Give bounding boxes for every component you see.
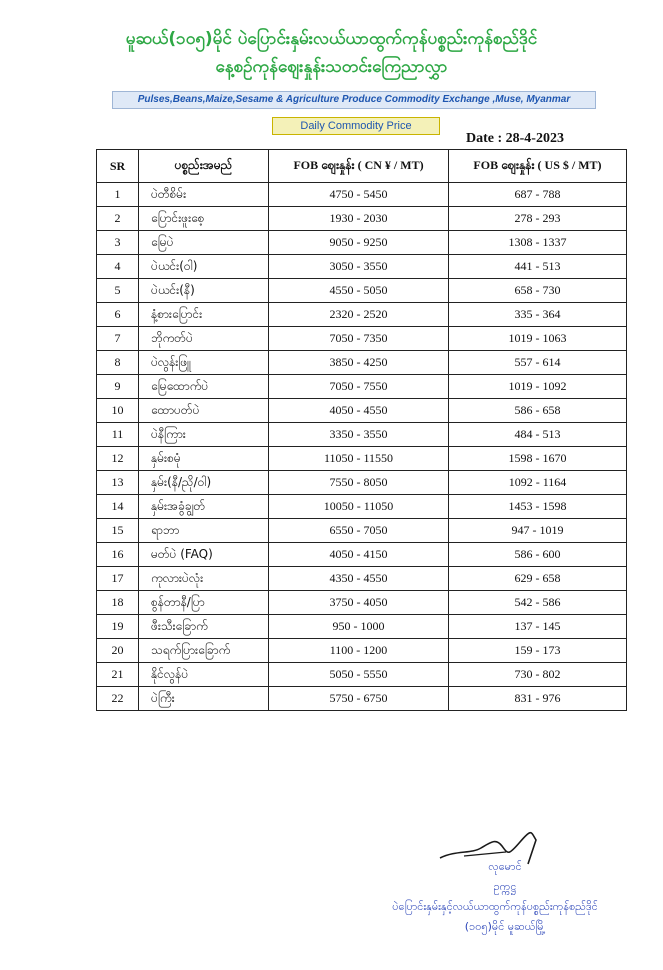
fob-cny-cell: 3050 - 3550 [269,255,449,279]
fob-usd-cell: 629 - 658 [449,567,627,591]
fob-usd-cell: 159 - 173 [449,639,627,663]
sr-cell: 8 [97,351,139,375]
sr-cell: 20 [97,639,139,663]
item-name-cell: ရာဘာ [139,519,269,543]
table-row [97,231,627,255]
fob-usd-cell: 542 - 586 [449,591,627,615]
sr-cell: 1 [97,183,139,207]
col-header-fob-usd: FOB ဈေးနှုန်း ( US $ / MT) [449,150,627,183]
fob-cny-cell: 3850 - 4250 [269,351,449,375]
item-name-cell: ပဲယင်း(ဝါ) [139,255,269,279]
table-row [97,495,627,519]
table-row [97,591,627,615]
sr-cell: 4 [97,255,139,279]
fob-usd-cell: 1092 - 1164 [449,471,627,495]
fob-cny-cell: 4750 - 5450 [269,183,449,207]
table-row [97,639,627,663]
fob-cny-cell: 3750 - 4050 [269,591,449,615]
fob-usd-cell: 947 - 1019 [449,519,627,543]
sr-cell: 21 [97,663,139,687]
table-row [97,615,627,639]
fob-cny-cell: 4050 - 4150 [269,543,449,567]
table-row [97,567,627,591]
fob-cny-cell: 6550 - 7050 [269,519,449,543]
fob-cny-cell: 4050 - 4550 [269,399,449,423]
table-row [97,303,627,327]
sr-cell: 6 [97,303,139,327]
fob-cny-cell: 4550 - 5050 [269,279,449,303]
item-name-cell: ကုလားပဲလုံး [139,567,269,591]
fob-cny-cell: 3350 - 3550 [269,423,449,447]
sr-cell: 17 [97,567,139,591]
fob-cny-cell: 7550 - 8050 [269,471,449,495]
table-row [97,399,627,423]
fob-cny-cell: 950 - 1000 [269,615,449,639]
table-row [97,687,627,711]
fob-usd-cell: 137 - 145 [449,615,627,639]
date-label: Date : 28-4-2023 [466,131,564,146]
item-name-cell: မတ်ပဲ (FAQ) [139,543,269,567]
fob-usd-cell: 557 - 614 [449,351,627,375]
fob-cny-cell: 4350 - 4550 [269,567,449,591]
item-name-cell: နှမ်းစမုံ [139,447,269,471]
fob-cny-cell: 1930 - 2030 [269,207,449,231]
sr-cell: 7 [97,327,139,351]
daily-price-label: Daily Commodity Price [272,117,440,135]
item-name-cell: ပဲယင်း(နီ) [139,279,269,303]
sr-cell: 15 [97,519,139,543]
table-body [97,183,627,711]
table-row [97,327,627,351]
fob-usd-cell: 658 - 730 [449,279,627,303]
item-name-cell: နိုင်လွန်ပဲ [139,663,269,687]
fob-cny-cell: 2320 - 2520 [269,303,449,327]
fob-cny-cell: 5750 - 6750 [269,687,449,711]
table-row [97,519,627,543]
signature-title: ဥက္ကဋ္ဌ [493,880,517,893]
sr-cell: 10 [97,399,139,423]
fob-usd-cell: 586 - 658 [449,399,627,423]
price-table [96,149,627,711]
fob-usd-cell: 1019 - 1063 [449,327,627,351]
fob-cny-cell: 11050 - 11550 [269,447,449,471]
col-header-sr: SR [97,150,139,183]
fob-cny-cell: 1100 - 1200 [269,639,449,663]
table-row [97,183,627,207]
item-name-cell: နှမ်း(နီ/ညို/ဝါ) [139,471,269,495]
table-row [97,375,627,399]
fob-cny-cell: 10050 - 11050 [269,495,449,519]
fob-usd-cell: 687 - 788 [449,183,627,207]
signature-name: လုမောင် [488,860,522,873]
item-name-cell: ပဲကြီး [139,687,269,711]
item-name-cell: နှမ်းအခွံချွတ် [139,495,269,519]
fob-cny-cell: 5050 - 5550 [269,663,449,687]
item-name-cell: မြေပဲ [139,231,269,255]
sr-cell: 5 [97,279,139,303]
sr-cell: 13 [97,471,139,495]
fob-usd-cell: 730 - 802 [449,663,627,687]
fob-cny-cell: 7050 - 7350 [269,327,449,351]
header-title-line1: မူဆယ်(၁၀၅)မိုင် ပဲပြောင်းနှမ်းလယ်ယာထွက်ကုန်ပစ္စည်းကုန်စည်ဒိုင် [125,29,538,49]
table-row [97,471,627,495]
item-name-cell: နံ့စားပြောင်း [139,303,269,327]
item-name-cell: ထောပတ်ပဲ [139,399,269,423]
signature-organization: ပဲပြောင်းနှမ်းနှင့်လယ်ယာထွက်ကုန်ပစ္စည်းကုန်စည်ဒိုင် [392,900,598,913]
fob-usd-cell: 1598 - 1670 [449,447,627,471]
table-header-row [97,150,627,183]
item-name-cell: ဘိုကတ်ပဲ [139,327,269,351]
item-name-cell: ပြောင်းဖူးစေ့ [139,207,269,231]
sr-cell: 9 [97,375,139,399]
fob-usd-cell: 335 - 364 [449,303,627,327]
sr-cell: 19 [97,615,139,639]
fob-usd-cell: 1019 - 1092 [449,375,627,399]
table-row [97,423,627,447]
table-row [97,207,627,231]
header-title-line2: နေ့စဉ်ကုန်ဈေးနှုန်းသတင်းကြေညာလွှာ [215,57,448,77]
item-name-cell: ဖီးသီးခြောက် [139,615,269,639]
sr-cell: 18 [97,591,139,615]
sr-cell: 16 [97,543,139,567]
fob-cny-cell: 9050 - 9250 [269,231,449,255]
fob-usd-cell: 586 - 600 [449,543,627,567]
fob-cny-cell: 7050 - 7550 [269,375,449,399]
item-name-cell: ပဲတီစိမ်း [139,183,269,207]
table-row [97,447,627,471]
item-name-cell: ပဲနီကြား [139,423,269,447]
table-row [97,663,627,687]
sr-cell: 2 [97,207,139,231]
fob-usd-cell: 441 - 513 [449,255,627,279]
sr-cell: 14 [97,495,139,519]
item-name-cell: စွန်တာနီ/ပြာ [139,591,269,615]
table-row [97,255,627,279]
fob-usd-cell: 1308 - 1337 [449,231,627,255]
fob-usd-cell: 1453 - 1598 [449,495,627,519]
item-name-cell: မြေထောက်ပဲ [139,375,269,399]
table-row [97,543,627,567]
fob-usd-cell: 831 - 976 [449,687,627,711]
table-row [97,351,627,375]
sr-cell: 3 [97,231,139,255]
sr-cell: 12 [97,447,139,471]
table-row [97,279,627,303]
signature-block [392,818,620,958]
col-header-item-name: ပစ္စည်းအမည် [139,150,269,183]
item-name-cell: သရက်ပြားခြောက် [139,639,269,663]
signature-location: (၁၀၅)မိုင် မူဆယ်မြို့ [464,920,546,933]
subtitle-banner: Pulses,Beans,Maize,Sesame & Agriculture Produce Commodity Exchange ,Muse, Myanmar [112,91,596,109]
sr-cell: 11 [97,423,139,447]
item-name-cell: ပဲလွန်းဖြူ [139,351,269,375]
sr-cell: 22 [97,687,139,711]
fob-usd-cell: 484 - 513 [449,423,627,447]
fob-usd-cell: 278 - 293 [449,207,627,231]
col-header-fob-cny: FOB ဈေးနှုန်း ( CN ¥ / MT) [269,150,449,183]
